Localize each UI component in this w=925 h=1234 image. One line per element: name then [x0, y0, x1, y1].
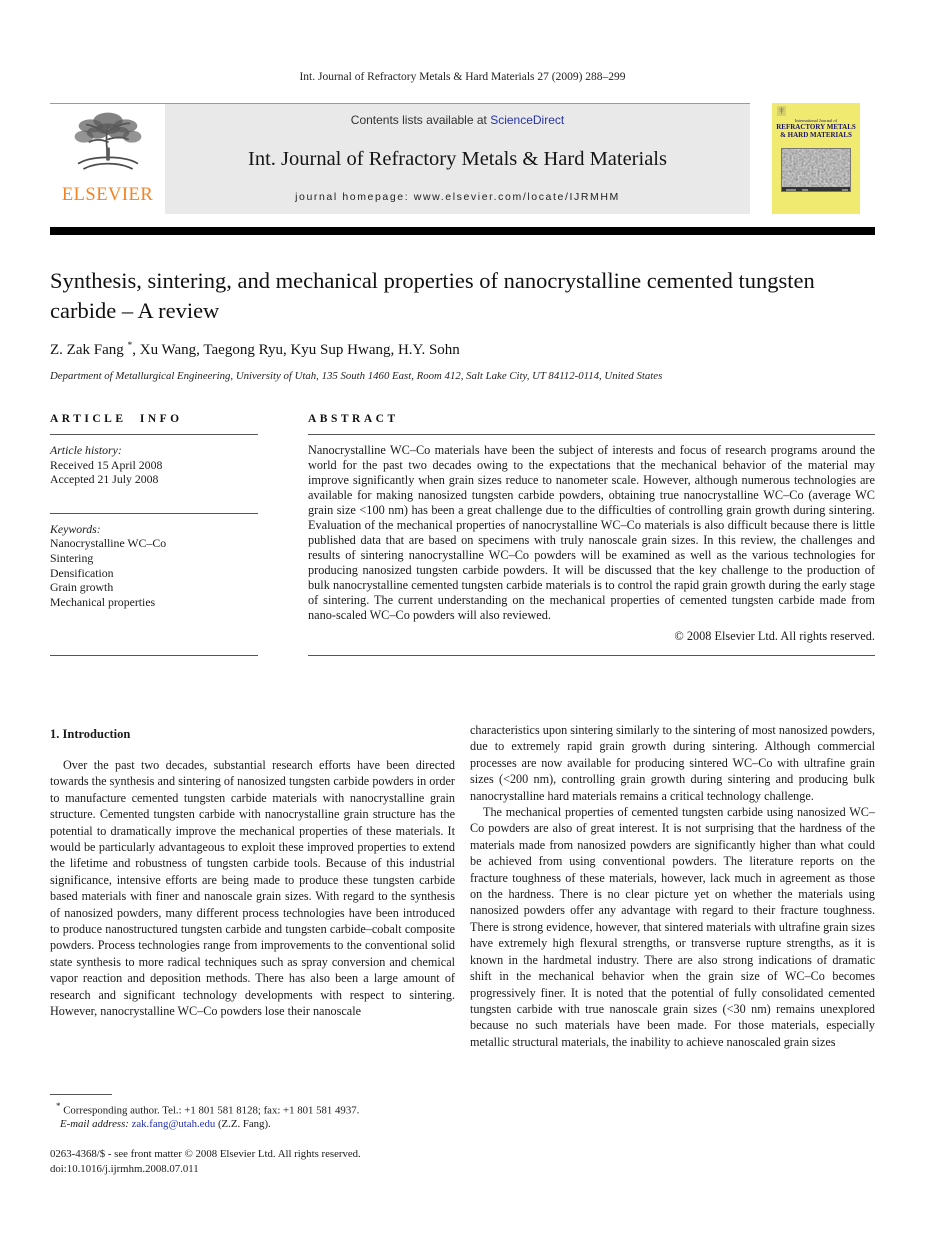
homepage-label: journal homepage: [295, 191, 414, 203]
history-item: Received 15 April 2008 [50, 457, 163, 472]
footnote-divider [50, 1094, 112, 1095]
doi-line: doi:10.1016/j.ijrmhm.2008.07.011 [50, 1162, 199, 1175]
email-label: E-mail address: [60, 1118, 129, 1131]
meta-section [50, 413, 875, 656]
abstract-box [308, 434, 875, 656]
keywords-label: Keywords: [50, 521, 101, 536]
elsevier-wordmark: ELSEVIER [61, 185, 154, 205]
email-suffix: (Z.Z. Fang). [215, 1118, 271, 1131]
body-paragraph: Over the past two decades, substantial research efforts have been directed towards the synthesis and sintering of nanosized tungsten carbide powders in order to manufacture cemented tungsten carbide materials with nanocrystalline grain structure. Cemented tungsten carbide with nanocrystalline grain structure has the potential to dramatically improve the mechanical properties of these materials. It would be particularly advantageous to exploit these improved properties to extend the lifetime and robustness of tungsten carbide tools. Because of this industrial significance, intensive efforts are being made to produce these tungsten carbide based materials with finer and nanoscale grain sizes. With regard to the synthesis of nanosized powders, many different process technologies have been introduced to produce nanostructured tungsten carbide and tungsten carbide–cobalt composite powders. Process technologies range from improvements to the conventional solid state synthesis to more radical techniques such as spray conversion and chemical vapor reaction and deposition methods. There has also been a large amount of research and significant technology developments with respect to sintering. However, nanocrystalline WC–Co powders lose their nanoscale [50, 758, 455, 1019]
body-paragraph: The mechanical properties of cemented tungsten carbide using nanosized WC–Co powders are also of great interest. It is not surprising that the hardness of the materials made from nanosized powders are significantly higher than what could be achieved from using conventional powders. The literature reports on the fracture toughness of these materials, however, lack much in agreement as those on the hardness. There is no clear picture yet on whether the materials using nanosized powders offer any advantage with regard to their fracture toughness. There is strong evidence, however, that sintered materials with ultrafine grain sizes have extremely high flexural strengths, or transverse rupture strengths, as it is known in the hardmetal industry. There are also strong indications of dramatic shift in the mechanical behavior when the grain size of WC–Co becomes progressively finer. It is noted that the potential of fully consolidated cemented tungsten carbide with true nanoscale grain sizes (<30 nm) remains unexplored because no such materials have been made. For those materials, especially metallic structural materials, the inability to achieve nanoscaled grain sizes [470, 805, 875, 1049]
footnote-marker: * [56, 1101, 61, 1111]
sciencedirect-link[interactable]: ScienceDirect [490, 113, 565, 127]
keyword-item: Sintering [50, 550, 94, 565]
article-body [50, 722, 875, 1050]
article-history-label: Article history: [50, 443, 122, 457]
cover-title-line2: & HARD MATERIALS [780, 131, 852, 139]
body-left-column [50, 722, 455, 1050]
corresponding-author-text: Corresponding author. Tel.: +1 801 581 8128; fax: +1 801 581 4937. [60, 1104, 360, 1117]
section-heading: 1. Introduction [50, 727, 131, 741]
keyword-item: Grain growth [50, 580, 114, 595]
corresponding-author-marker: * [127, 341, 133, 351]
elsevier-logo [50, 104, 165, 214]
keywords-divider [50, 513, 258, 514]
authors-rest: , Xu Wang, Taegong Ryu, Kyu Sup Hwang, H.Y. Sohn [132, 342, 460, 358]
homepage-url-link[interactable]: www.elsevier.com/locate/IJRMHM [413, 191, 620, 203]
abstract-text: Nanocrystalline WC–Co materials have been the subject of interests and focus of research programs around the world for the past two decades owing to the expectations that the mechanical behavior of the material may improve significantly when grain sizes reduce to nanometer scale. However, although numerous technologies are available for making nanosized tungsten carbide powders, obtaining true nanocrystalline WC–Co (average WC grain size <100 nm) has been a great challenge due to the difficulties of controlling grain growth during sintering. Evaluation of the mechanical properties of nanocrystalline WC–Co materials is also difficult because there is little published data that are based on specimens with truly nanoscale grain sizes. In this review, the challenges and results of sintering nanocrystalline WC–Co powders will be examined as well as the various technologies for producing nanosized tungsten carbide powders. It will be discussed that the key challenge to the production of bulk nanocrystalline cemented tungsten carbide materials is to control the rapid grain growth during the early stage of sintering. The current understanding on the mechanical properties of cemented tungsten carbide made from nano-scaled WC–Co powders will also reviewed. [308, 443, 875, 622]
header-divider-bar [50, 227, 875, 235]
body-paragraph: characteristics upon sintering similarly to the sintering of most nanosized powders, due to extremely rapid grain growth during sintering. Although commercial processes are now available for producing sintered WC–Co with ultrafine grain sizes (<200 nm), controlling grain growth during sintering and producing bulk nanocrystalline hard materials remains a critical technology challenge. [470, 723, 875, 803]
article-info-column [50, 413, 258, 656]
contents-line [351, 113, 564, 127]
author-first: Z. Zak Fang [50, 342, 124, 358]
body-right-column [470, 722, 875, 1050]
article-title: Synthesis, sintering, and mechanical properties of nanocrystalline cemented tungsten carbide – A review [50, 268, 815, 323]
header-banner [50, 103, 750, 214]
issn-copyright-line: 0263-4368/$ - see front matter © 2008 Elsevier Ltd. All rights reserved. [50, 1148, 361, 1160]
article-info-box [50, 434, 258, 656]
footnote-block [50, 1094, 450, 1132]
email-link[interactable]: zak.fang@utah.edu [131, 1118, 216, 1131]
keyword-item: Mechanical properties [50, 594, 156, 609]
abstract-heading: ABSTRACT [308, 413, 399, 425]
keyword-item: Densification [50, 565, 114, 580]
history-item: Accepted 21 July 2008 [50, 472, 159, 487]
affiliation: Department of Metallurgical Engineering, University of Utah, 135 South 1460 East, Room 412, Salt Lake City, UT 84112-0114, United States [50, 370, 663, 382]
elsevier-tree-icon [68, 107, 148, 185]
corresponding-author-note [50, 1100, 450, 1118]
abstract-copyright: © 2008 Elsevier Ltd. All rights reserved. [674, 629, 875, 643]
email-line [50, 1118, 450, 1132]
running-head: Int. Journal of Refractory Metals & Hard Materials 27 (2009) 288–299 [299, 71, 626, 83]
abstract-column [308, 413, 875, 656]
article-info-heading: ARTICLE INFO [50, 413, 183, 425]
cover-logo-icon [777, 106, 786, 116]
cover-micrograph-image [781, 148, 851, 192]
imprint-block [50, 1147, 361, 1176]
journal-banner [165, 104, 750, 214]
journal-cover-thumbnail [772, 103, 860, 214]
cover-series-label: International Journal of [794, 118, 838, 123]
author-list [50, 341, 460, 359]
contents-line-prefix: Contents lists available at [350, 113, 491, 127]
journal-homepage-line [295, 191, 620, 203]
journal-title: Int. Journal of Refractory Metals & Hard Materials [248, 147, 667, 170]
keyword-item: Nanocrystalline WC–Co [50, 536, 167, 551]
cover-title-line1: REFRACTORY METALS [776, 123, 856, 131]
